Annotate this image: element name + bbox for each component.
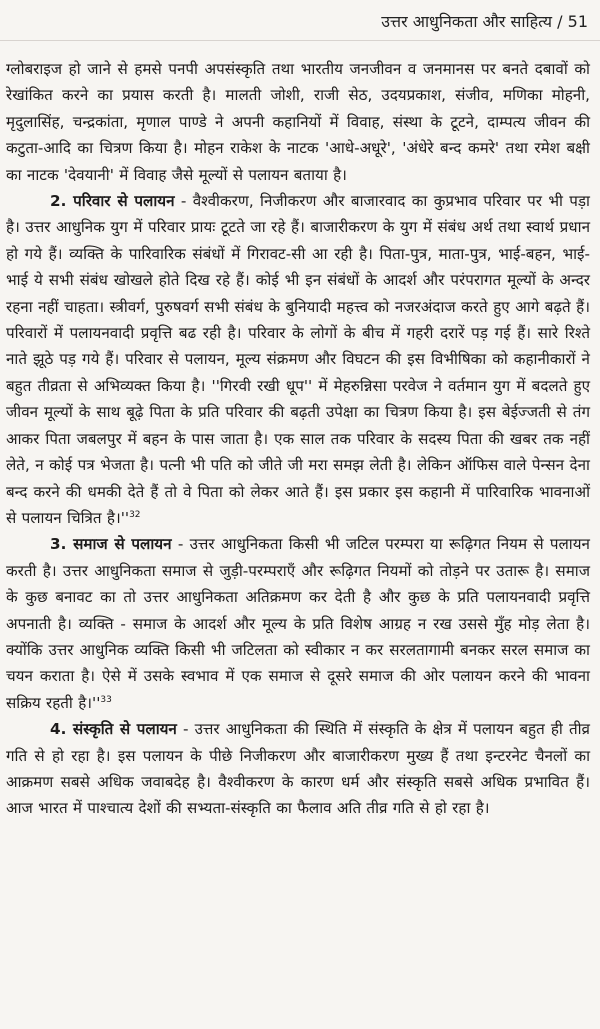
section-heading-culture: 4. संस्कृति से पलायन	[50, 720, 177, 739]
paragraph-culture-escape	[6, 716, 590, 822]
paragraph-society-text: - उत्तर आधुनिकता किसी भी जटिल परम्परा या रूढ़िगत नियम से पलायन करती है। उत्तर आधुनिकता समाज से जुड़ी-परम्पराएँ और रूढ़िगत नियमों को तोड़ने पर उतारू है। समाज के कुछ बनावट का तो उत्तर आधुनिकता अतिक्रमण कर देती है और कुछ के प्रति पलायनवादी प्रवृत्ति अपनाती है। व्यक्ति - समाज के आदर्श और मूल्य के प्रति विशेष आग्रह न रख उससे मुँह मोड़ लेता है। क्योंकि उत्तर आधुनिक व्यक्ति किसी भी जटिलता को स्वीकार न कर सरलतागामी बनकर सरल समाज का चयन कराता है। ऐसे में उसके स्वभाव में एक समाज से दूसरे समाज की ओर पलायन करने की भावना सक्रिय रहती है।''	[6, 535, 590, 712]
section-heading-society: 3. समाज से पलायन	[50, 535, 172, 554]
paragraph-1-text: ग्लोबराइज हो जाने से हमसे पनपी अपसंस्कृति तथा भारतीय जनजीवन व जनमानस पर बनते दबावों को रेखांकित करने का प्रयास करती है। मालती जोशी, राजी सेठ, उदयप्रकाश, संजीव, मणिका मोहनी, मृदुलासिंह, चन्द्रकांता, मृणाल पाण्डे ने अपनी कहानियों में विवाह, संस्था के टूटने, दाम्पत्य जीवन की कटुता-आदि का चित्रण किया है। मोहन राकेश के नाटक 'आधे-अधूरे', 'अंधेरे बन्द कमरे' तथा रमेश बक्षी का नाटक 'देवयानी' में विवाह जैसे मूल्यों से पलायन बताया है।	[6, 60, 590, 184]
paragraph-family-escape	[6, 188, 590, 531]
paragraph-family-text: - वैश्वीकरण, निजीकरण और बाजारवाद का कुप्रभाव परिवार पर भी पड़ा है। उत्तर आधुनिक युग में परिवार प्रायः टूटते जा रहे हैं। बाजारीकरण के युग में संबंध अर्थ तथा स्वार्थ प्रधान हो गये हैं। व्यक्ति के पारिवारिक संबंधों में गिरावट-सी आ रही है। पिता-पुत्र, माता-पुत्र, भाई-बहन, भाई-भाई ये सभी संबंध खोखले होते दिख रहे हैं। कोई भी इन संबंधों के आदर्श और परंपरागत मूल्यों के अन्दर रहना नहीं चाहता। स्त्रीवर्ग, पुरुषवर्ग सभी संबंध के बुनियादी महत्त्व को नजरअंदाज करते हुए आगे बढ़ते हैं। परिवारों में पलायनवादी प्रवृत्ति बढ रही है। परिवार के लोगों के बीच में गहरी दरारें पड़ गई हैं। सारे रिश्ते नाते झूठे पड़ गये हैं। परिवार से पलायन, मूल्य संक्रमण और विघटन की इस विभीषिका को कहानीकारों ने बहुत तीव्रता से अभिव्यक्त किया है। ''गिरवी रखी धूप'' में मेहरुन्निसा परवेज ने वर्तमान युग में बदलते हुए जीवन मूल्यों के साथ बूढ़े पिता के प्रति परिवार की बढ़ती उपेक्षा का चित्रण किया है। इस बेईज्जती से तंग आकर पिता जबलपुर में बहन के पास जाता है। एक साल तक परिवार के सदस्य पिता की खबर तक नहीं लेते, न कोई पत्र भेजता है। पत्नी भी पति को जीते जी मरा समझ लेती है। लेकिन ऑफिस वाले पेन्सन देना बन्द करने की धमकी देते हैं तो वे पिता को लेकर आते हैं। इस प्रकार इस कहानी में पारिवारिक भावनाओं से पलायन चित्रित है।''	[6, 192, 590, 527]
paragraph-1	[6, 56, 590, 188]
paragraph-society-escape	[6, 531, 590, 716]
running-header: उत्तर आधुनिकता और साहित्य / 51	[381, 12, 588, 31]
paragraph-culture-text: - उत्तर आधुनिकता की स्थिति में संस्कृति के क्षेत्र में पलायन बहुत ही तीव्र गति से हो रहा है। इस पलायन के पीछे निजीकरण और बाजारीकरण मुख्य हैं तथा इन्टरनेट चैनलों का आक्रमण सबसे अधिक जवाबदेह है। वैश्वीकरण के कारण धर्म और संस्कृति सबसे अधिक प्रभावित हैं। आज भारत में पाश्चात्य देशों की सभ्यता-संस्कृति का फैलाव अति तीव्र गति से हो रहा है।	[6, 720, 590, 818]
footnote-ref-32: 32	[129, 509, 141, 520]
header-divider	[0, 40, 600, 41]
footnote-ref-33: 33	[100, 694, 112, 705]
section-heading-family: 2. परिवार से पलायन	[50, 192, 175, 211]
page-body	[6, 56, 590, 822]
